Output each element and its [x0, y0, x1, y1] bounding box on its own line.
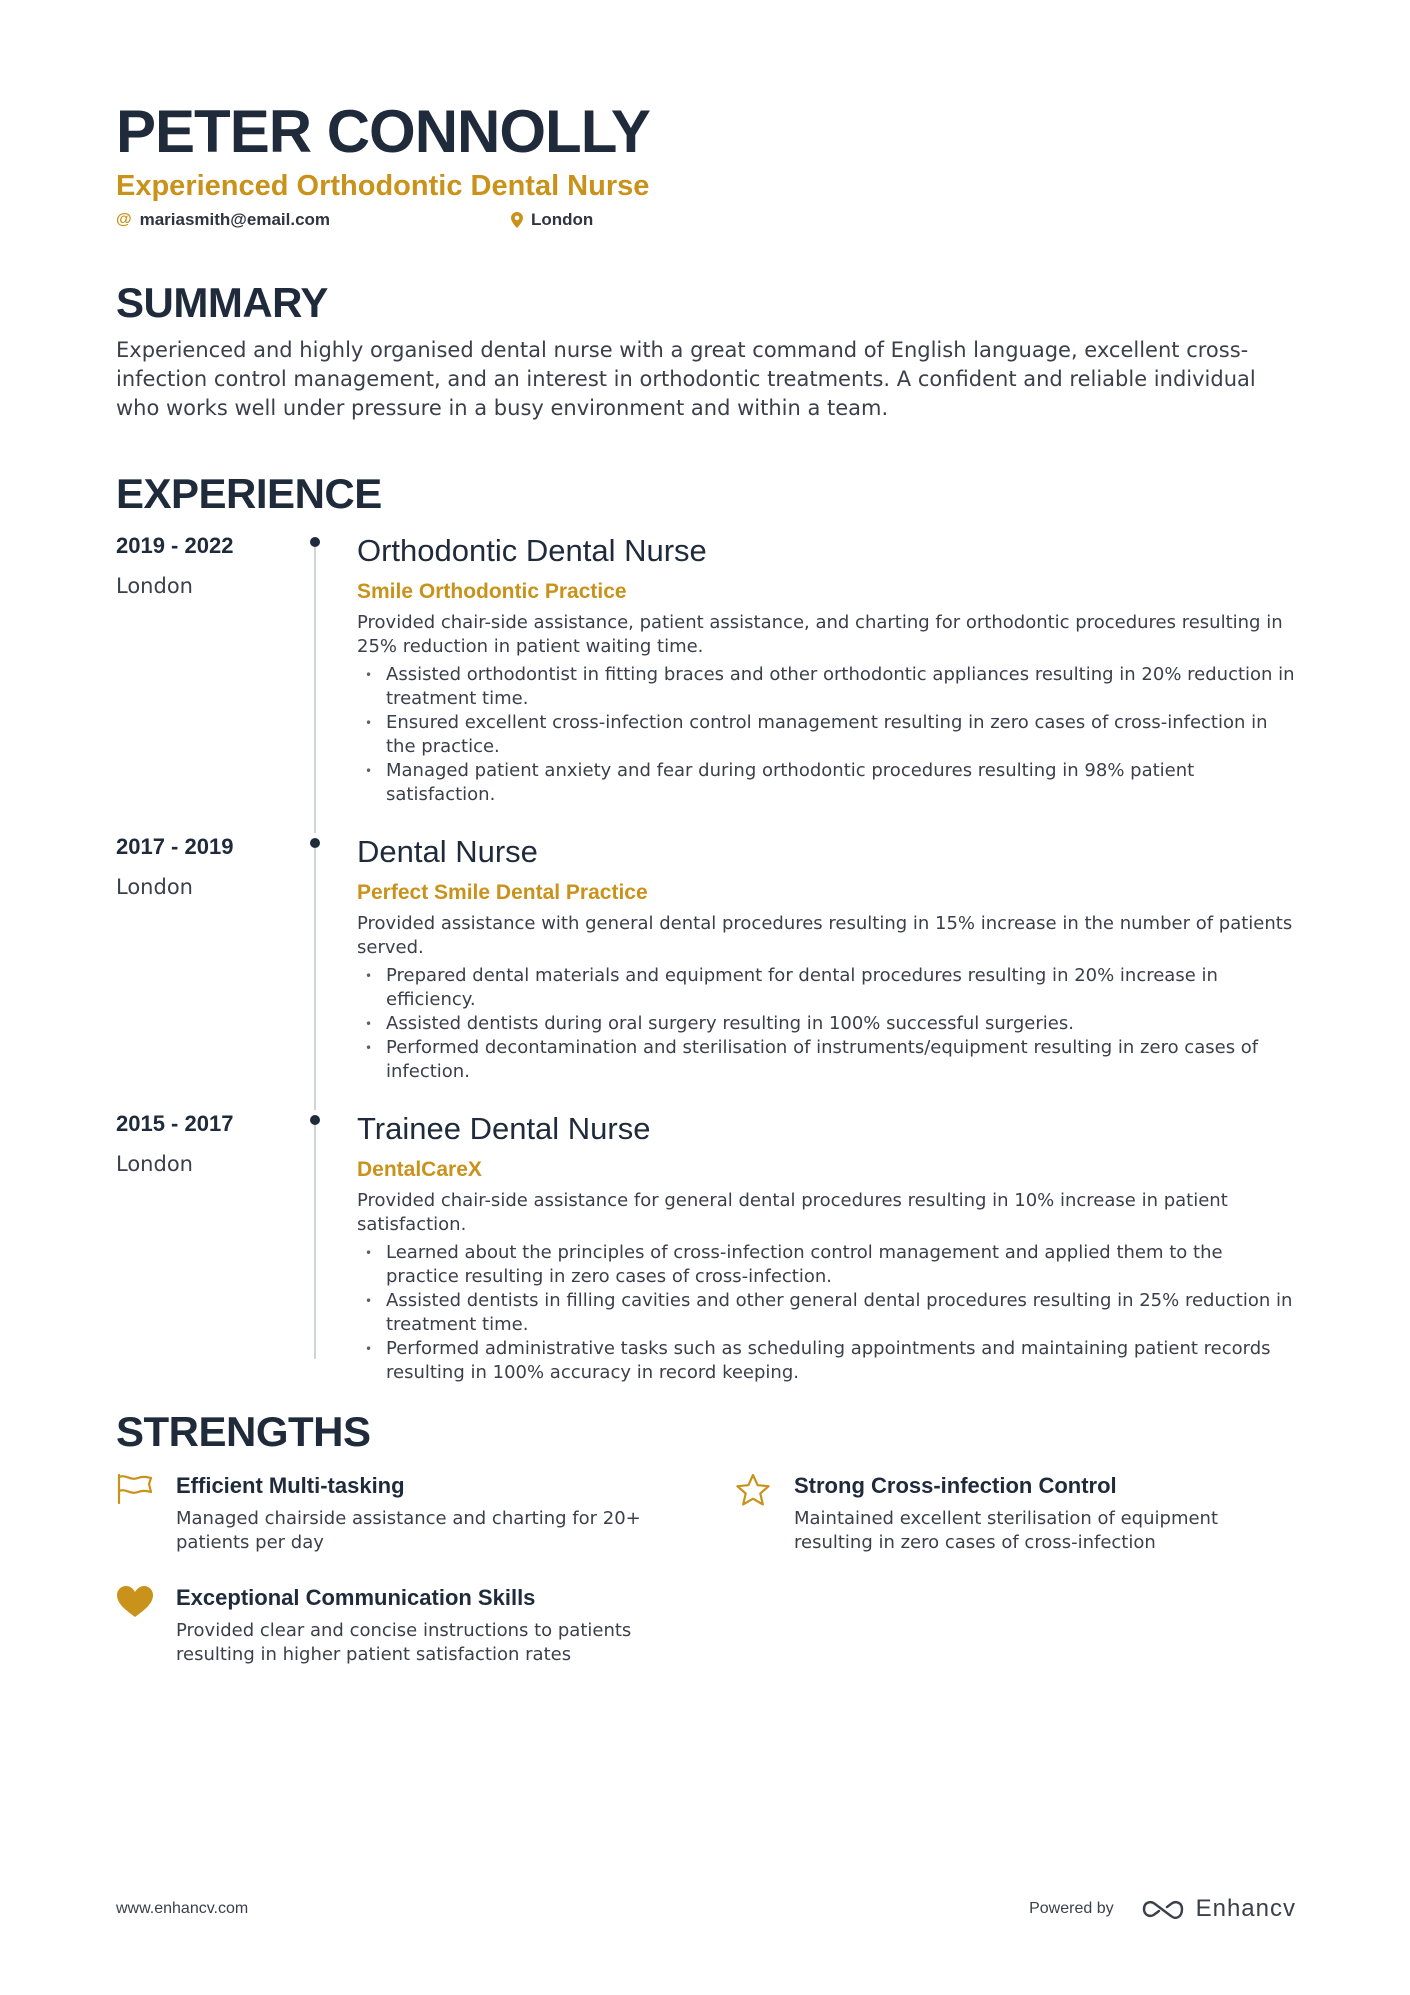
job-bullet: • Assisted dentists during oral surgery resulting in 100% successful surgeries.	[357, 1012, 1296, 1036]
brand-name: Enhancv	[1195, 1895, 1296, 1922]
enhancv-logo-icon	[1140, 1897, 1186, 1921]
job-bullet: • Assisted dentists in filling cavities and other general dental procedures resulting in 25% reduction in treatment time.	[357, 1289, 1296, 1337]
contact-email[interactable]	[116, 210, 511, 230]
footer	[116, 1895, 1296, 1923]
timeline-dot	[310, 838, 320, 848]
email-text: mariasmith@email.com	[139, 210, 331, 229]
strength-item	[116, 1471, 734, 1555]
powered-by-label: Powered by	[1029, 1900, 1114, 1917]
experience-timeline	[116, 529, 1296, 1407]
job-entry	[116, 529, 1296, 830]
strength-description: Managed chairside assistance and charting for 20+ patients per day	[176, 1508, 641, 1553]
job-location: London	[116, 574, 193, 598]
job-role: Dental Nurse	[357, 834, 538, 869]
contact-row	[116, 210, 1296, 230]
job-dates: 2019 - 2022	[116, 533, 234, 558]
job-dates: 2017 - 2019	[116, 834, 234, 859]
job-location: London	[116, 1152, 193, 1176]
strength-item	[116, 1583, 734, 1667]
footer-url[interactable]: www.enhancv.com	[116, 1900, 249, 1917]
timeline-dot	[310, 537, 320, 547]
job-company: DentalCareX	[357, 1158, 482, 1181]
job-role: Orthodontic Dental Nurse	[357, 533, 707, 568]
job-bullets	[357, 1241, 1296, 1385]
strengths-heading: STRENGTHS	[116, 1408, 371, 1455]
strength-title: Strong Cross-infection Control	[794, 1473, 1117, 1498]
job-company: Smile Orthodontic Practice	[357, 580, 627, 603]
job-bullet: • Performed decontamination and sterilisation of instruments/equipment resulting in zero cases of infection.	[357, 1036, 1296, 1084]
strength-description: Provided clear and concise instructions to patients resulting in higher patient satisfaction rates	[176, 1620, 632, 1665]
contact-location	[511, 210, 593, 230]
summary-heading: SUMMARY	[116, 279, 328, 326]
strength-title: Efficient Multi-tasking	[176, 1473, 405, 1498]
job-description: Provided chair-side assistance for general dental procedures resulting in 10% increase in patient satisfaction.	[357, 1190, 1228, 1235]
job-entry	[116, 830, 1296, 1107]
timeline-dot	[310, 1115, 320, 1125]
strength-title: Exceptional Communication Skills	[176, 1585, 536, 1610]
strength-description: Maintained excellent sterilisation of equipment resulting in zero cases of cross-infection	[794, 1508, 1219, 1553]
flag-icon	[116, 1471, 176, 1555]
job-bullet: • Learned about the principles of cross-infection control management and applied them to the practice resulting in zero cases of cross-infection.	[357, 1241, 1296, 1289]
job-location: London	[116, 875, 193, 899]
job-bullet: • Prepared dental materials and equipment for dental procedures resulting in 20% increase in efficiency.	[357, 964, 1296, 1012]
timeline-line	[314, 541, 316, 833]
job-description: Provided assistance with general dental procedures resulting in 15% increase in the number of patients served.	[357, 913, 1293, 958]
heart-icon	[116, 1583, 176, 1667]
timeline-line	[314, 1119, 316, 1359]
job-description: Provided chair-side assistance, patient assistance, and charting for orthodontic procedures resulting in 25% reduction in patient waiting time.	[357, 612, 1283, 657]
strengths-grid	[116, 1471, 1296, 1667]
job-bullet: • Assisted orthodontist in fitting braces and other orthodontic appliances resulting in 20% reduction in treatment time.	[357, 663, 1296, 711]
location-text: London	[531, 210, 594, 229]
strength-item	[734, 1471, 1294, 1555]
job-bullets	[357, 663, 1296, 807]
timeline-line	[314, 842, 316, 1110]
summary-text: Experienced and highly organised dental nurse with a great command of English language, excellent cross-infection control management, and an interest in orthodontic treatments. A confident and reliable individual who works well under pressure in a busy environment and within a team.	[116, 338, 1256, 420]
job-role: Trainee Dental Nurse	[357, 1111, 651, 1146]
experience-heading: EXPERIENCE	[116, 470, 382, 517]
candidate-title: Experienced Orthodontic Dental Nurse	[116, 170, 650, 202]
job-bullet: • Ensured excellent cross-infection control management resulting in zero cases of cross-infection in the practice.	[357, 711, 1296, 759]
candidate-name: PETER CONNOLLY	[116, 98, 650, 165]
job-bullets	[357, 964, 1296, 1084]
location-pin-icon	[511, 212, 523, 228]
enhancv-logo[interactable]	[1140, 1895, 1296, 1923]
star-icon	[734, 1471, 794, 1555]
job-entry	[116, 1107, 1296, 1407]
job-bullet: • Managed patient anxiety and fear during orthodontic procedures resulting in 98% patient satisfaction.	[357, 759, 1296, 807]
resume-page	[116, 96, 1296, 1667]
footer-branding	[1029, 1895, 1296, 1923]
job-company: Perfect Smile Dental Practice	[357, 881, 648, 904]
at-icon: @	[116, 211, 132, 228]
job-bullet: • Performed administrative tasks such as scheduling appointments and maintaining patient records resulting in 100% accuracy in record keeping.	[357, 1337, 1296, 1385]
job-dates: 2015 - 2017	[116, 1111, 234, 1136]
